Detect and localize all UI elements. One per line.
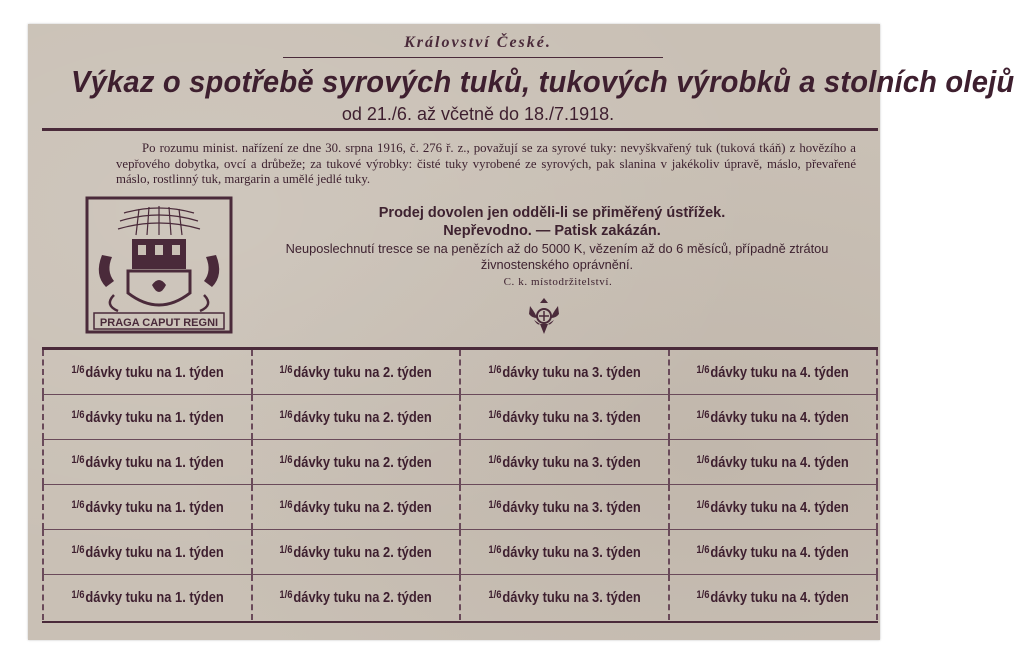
- coupon-fraction: 1/6: [488, 498, 502, 511]
- coupon-text: dávky tuku na 1. týden: [85, 363, 224, 381]
- coupon-text: dávky tuku na 2. týden: [293, 589, 432, 606]
- eagle-graphic: [526, 294, 562, 336]
- prague-coat-of-arms-stamp: [84, 195, 234, 335]
- imperial-eagle-icon: [526, 294, 562, 336]
- coupon-label: [697, 454, 849, 471]
- coupon-label: [71, 364, 223, 381]
- coupon-fraction: 1/6: [488, 363, 502, 376]
- coupon-row: [42, 440, 878, 485]
- kingdom-heading: Království České.: [404, 34, 552, 51]
- coupon-cell[interactable]: [253, 395, 462, 439]
- coupon-text: dávky tuku na 1. týden: [85, 589, 224, 606]
- heading-rule: [283, 57, 663, 58]
- coupon-label: [280, 499, 432, 516]
- coupon-cell[interactable]: [461, 350, 670, 394]
- coupon-cell[interactable]: [42, 485, 253, 529]
- coupon-fraction: 1/6: [696, 498, 710, 511]
- coupon-cell[interactable]: [253, 485, 462, 529]
- coupon-row: [42, 350, 878, 395]
- coupon-label: [71, 544, 223, 561]
- coupon-label: [71, 454, 223, 471]
- coupon-label: [280, 589, 432, 606]
- coupon-label: [697, 589, 849, 606]
- coupon-fraction: 1/6: [71, 453, 85, 466]
- coupon-text: dávky tuku na 2. týden: [293, 363, 432, 381]
- coupon-fraction: 1/6: [279, 363, 293, 376]
- coupon-fraction: 1/6: [696, 453, 710, 466]
- coupon-row: [42, 485, 878, 530]
- coupon-text: dávky tuku na 4. týden: [710, 543, 849, 561]
- coupon-label: [488, 544, 640, 561]
- penalty-notice: Neuposlechnutí tresce se na penězích až do 5000 K, vězením až do 6 měsíců, případně ztrátou živnostenského oprávnění.: [285, 241, 829, 272]
- coupon-text: dávky tuku na 4. týden: [710, 408, 849, 426]
- ration-card: [28, 24, 1014, 640]
- coupon-cell[interactable]: [461, 395, 670, 439]
- coupon-label: [488, 409, 640, 426]
- coupon-cell[interactable]: [670, 530, 879, 574]
- coupon-row: [42, 530, 878, 575]
- coupon-cell[interactable]: [253, 440, 462, 484]
- coupon-fraction: 1/6: [488, 453, 502, 466]
- coupon-fraction: 1/6: [71, 543, 85, 556]
- coupon-fraction: 1/6: [488, 589, 502, 601]
- coupon-cell[interactable]: [253, 530, 462, 574]
- coupon-fraction: 1/6: [279, 408, 293, 421]
- coupon-grid: [42, 347, 878, 623]
- coupon-text: dávky tuku na 1. týden: [85, 498, 224, 516]
- coupon-label: [71, 499, 223, 516]
- sale-notice: Prodej dovolen jen odděli-li se přiměřený ústřížek.: [378, 205, 726, 221]
- coupon-fraction: 1/6: [71, 408, 85, 421]
- coupon-label: [280, 364, 432, 381]
- stamp-legend: PRAGA CAPUT REGNI: [99, 317, 219, 329]
- coupon-text: dávky tuku na 4. týden: [710, 498, 849, 516]
- coupon-text: dávky tuku na 4. týden: [710, 453, 849, 471]
- coupon-row: [42, 395, 878, 440]
- coupon-fraction: 1/6: [279, 453, 293, 466]
- coupon-label: [488, 499, 640, 516]
- coupon-label: [488, 364, 640, 381]
- coupon-fraction: 1/6: [696, 543, 710, 556]
- coupon-fraction: 1/6: [279, 543, 293, 556]
- regulation-text: Po rozumu minist. nařízení ze dne 30. srpna 1916, č. 276 ř. z., považují se za syrové tuky: nevyškvařený tuk (tuková tkáň) z hovězího a vepřového dobytka, ovcí a drůbeže; za tukové výrobky: čisté tuky vyrobené ze syrových, pak slanina v jakékoliv úpravě, máslo, převařené máslo, rostlinný tuk, margarin a umělé jedlé tuky.: [116, 141, 856, 186]
- coupon-cell[interactable]: [670, 485, 879, 529]
- coupon-text: dávky tuku na 3. týden: [502, 408, 641, 426]
- coupon-text: dávky tuku na 3. týden: [502, 498, 641, 516]
- coupon-cell[interactable]: [670, 575, 879, 620]
- coupon-fraction: 1/6: [488, 543, 502, 556]
- coupon-label: [488, 454, 640, 471]
- coupon-label: [697, 499, 849, 516]
- coupon-label: [71, 409, 223, 426]
- coupon-text: dávky tuku na 2. týden: [293, 408, 432, 426]
- coupon-text: dávky tuku na 4. týden: [710, 363, 849, 381]
- coupon-label: [280, 544, 432, 561]
- coupon-cell[interactable]: [42, 350, 253, 394]
- coupon-label: [280, 454, 432, 471]
- coupon-label: [697, 544, 849, 561]
- coupon-label: [697, 409, 849, 426]
- coupon-text: dávky tuku na 1. týden: [85, 543, 224, 561]
- coupon-cell[interactable]: [253, 575, 462, 620]
- coupon-text: dávky tuku na 2. týden: [293, 498, 432, 516]
- coupon-cell[interactable]: [42, 530, 253, 574]
- coupon-cell[interactable]: [461, 440, 670, 484]
- coupon-fraction: 1/6: [696, 589, 710, 601]
- coupon-cell[interactable]: [42, 440, 253, 484]
- coupon-label: [697, 364, 849, 381]
- coupon-cell[interactable]: [670, 395, 879, 439]
- coupon-text: dávky tuku na 2. týden: [293, 543, 432, 561]
- transfer-notice: Nepřevodno. — Patisk zakázán.: [443, 223, 661, 239]
- title-rule: [42, 128, 878, 131]
- coupon-cell[interactable]: [670, 440, 879, 484]
- validity-period: od 21./6. až včetně do 18./7.1918.: [341, 104, 615, 124]
- coupon-cell[interactable]: [670, 350, 879, 394]
- coupon-text: dávky tuku na 3. týden: [502, 453, 641, 471]
- coupon-fraction: 1/6: [279, 589, 293, 601]
- coupon-label: [280, 409, 432, 426]
- coupon-fraction: 1/6: [71, 498, 85, 511]
- coupon-text: dávky tuku na 2. týden: [293, 453, 432, 471]
- coupon-fraction: 1/6: [696, 363, 710, 376]
- coupon-cell[interactable]: [461, 485, 670, 529]
- coupon-fraction: 1/6: [71, 363, 85, 376]
- stamp-graphic: [84, 195, 234, 335]
- coupon-row: [42, 575, 878, 620]
- coupon-text: dávky tuku na 3. týden: [502, 543, 641, 561]
- coupon-cell[interactable]: [461, 530, 670, 574]
- issuing-authority: C. k. místodržitelství.: [503, 276, 613, 288]
- coupon-fraction: 1/6: [279, 498, 293, 511]
- coupon-fraction: 1/6: [71, 589, 85, 601]
- coupon-label: [71, 589, 223, 606]
- coupon-text: dávky tuku na 3. týden: [502, 589, 641, 606]
- coupon-text: dávky tuku na 4. týden: [710, 589, 849, 606]
- coupon-cell[interactable]: [42, 395, 253, 439]
- coupon-label: [488, 589, 640, 606]
- coupon-text: dávky tuku na 3. týden: [502, 363, 641, 381]
- coupon-text: dávky tuku na 1. týden: [85, 453, 224, 471]
- coupon-cell[interactable]: [42, 575, 253, 620]
- coupon-cell[interactable]: [461, 575, 670, 620]
- coupon-fraction: 1/6: [488, 408, 502, 421]
- coupon-text: dávky tuku na 1. týden: [85, 408, 224, 426]
- coupon-fraction: 1/6: [696, 408, 710, 421]
- card-title: Výkaz o spotřebě syrových tuků, tukových výrobků a stolních olejů: [71, 64, 1014, 99]
- coupon-cell[interactable]: [253, 350, 462, 394]
